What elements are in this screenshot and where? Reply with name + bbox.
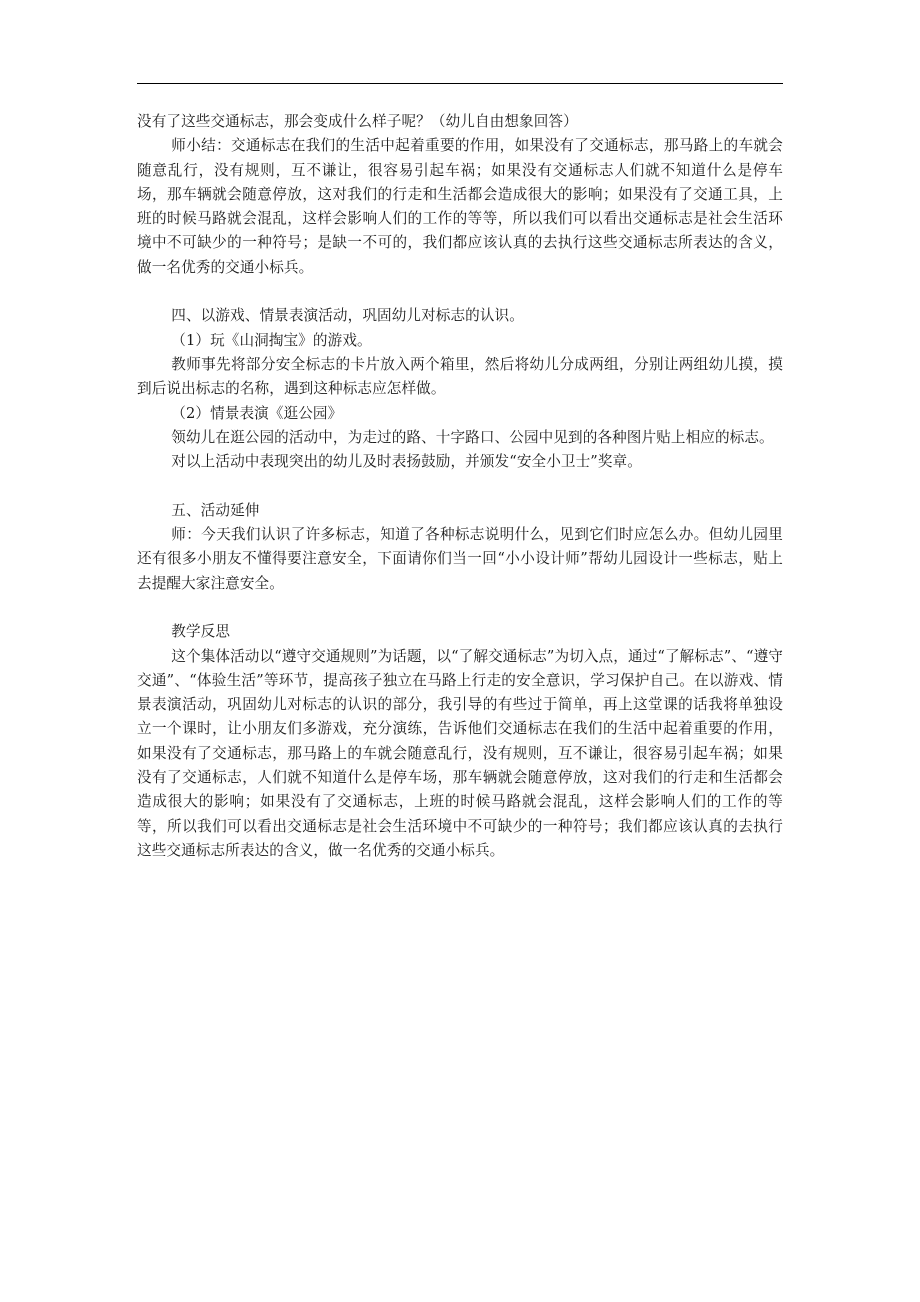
paragraph-gap: [137, 474, 783, 498]
paragraph: 没有了这些交通标志，那会变成什么样子呢？（幼儿自由想象回答）: [137, 113, 578, 130]
paragraph: 四、以游戏、情景表演活动，巩固幼儿对标志的认识。: [171, 307, 524, 325]
header-rule: [137, 83, 783, 84]
paragraph: 教师事先将部分安全标志的卡片放入两个箱里，然后将幼儿分成两组，分别让两组幼儿摸，摸到后说出标志的名称，遇到这种标志应怎样做。: [137, 355, 783, 398]
paragraph: 领幼儿在逛公园的活动中，为走过的路、十字路口、公园中见到的各种图片贴上相应的标志。: [171, 428, 774, 446]
document-body: [137, 110, 783, 863]
paragraph-gap: [137, 280, 783, 304]
paragraph: 对以上活动中表现突出的幼儿及时表扬鼓励，并颁发“安全小卫士”奖章。: [171, 453, 642, 471]
paragraph: 教学反思: [171, 623, 231, 641]
paragraph: 这个集体活动以“遵守交通规则”为话题，以“了解交通标志”为切入点，通过“了解标志”、“遵守交通”、“体验生活”等环节，提高孩子独立在马路上行走的安全意识，学习保护自己。在以游戏、情景表演活动，巩固幼儿对标志的认识的部分，我引导的有些过于简单，再上这堂课的话我将单独设立一个课时，让小朋友们多游戏，充分演练，告诉他们交通标志在我们的生活中起着重要的作用，如果没有了交通标志，那马路上的车就会随意乱行，没有规则，互不谦让，很容易引起车祸；如果没有了交通标志，人们就不知道什么是停车场，那车辆就会随意停放，这对我们的行走和生活都会造成很大的影响；如果没有了交通标志，上班的时候马路就会混乱，这样会影响人们的工作的等等，所以我们可以看出交通标志是社会生活环境中不可缺少的一种符号；我们都应该认真的去执行这些交通标志所表达的含义，做一名优秀的交通小标兵。: [137, 647, 783, 859]
paragraph: （1）玩《山洞掏宝》的游戏。: [171, 331, 372, 349]
paragraph: 师小结：交通标志在我们的生活中起着重要的作用，如果没有了交通标志，那马路上的车就会随意乱行，没有规则，互不谦让，很容易引起车祸；如果没有交通标志人们就不知道什么是停车场，那车辆就会随意停放，这对我们的行走和生活都会造成很大的影响；如果没有了交通工具，上班的时候马路就会混乱，这样会影响人们的工作的等等，所以我们可以看出交通标志是社会生活环境中不可缺少的一种符号；是缺一不可的，我们都应该认真的去执行这些交通标志所表达的含义，做一名优秀的交通小标兵。: [137, 137, 783, 276]
paragraph: 五、活动延伸: [171, 501, 260, 519]
paragraph: （2）情景表演《逛公园》: [171, 404, 343, 422]
paragraph-gap: [137, 596, 783, 620]
paragraph: 师：今天我们认识了许多标志，知道了各种标志说明什么，见到它们时应怎么办。但幼儿园里还有很多小朋友不懂得要注意安全，下面请你们当一回“小小设计师”帮幼儿园设计一些标志，贴上去提醒大家注意安全。: [137, 526, 783, 592]
